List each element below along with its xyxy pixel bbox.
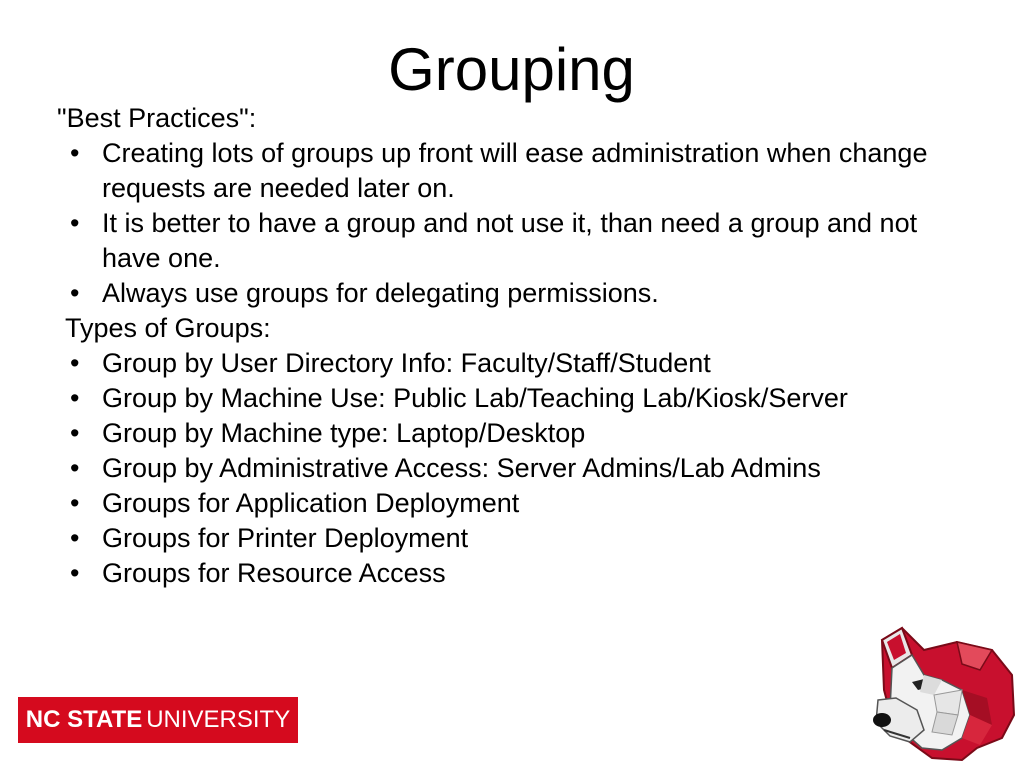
best-practices-list: [57, 136, 977, 311]
list-item: • Always use groups for delegating permissions.: [57, 276, 977, 311]
logo-text-bold: NC STATE: [25, 706, 143, 733]
logo-text-light: UNIVERSITY: [146, 706, 291, 733]
ncsu-logo: [18, 697, 298, 743]
list-item: • Groups for Printer Deployment: [57, 521, 977, 556]
slide-title: Grouping: [388, 36, 635, 103]
list-item: • Group by Machine type: Laptop/Desktop: [57, 416, 977, 451]
list-item: • Groups for Resource Access: [57, 556, 977, 591]
wolf-mascot-icon: [862, 620, 1022, 765]
list-item: • Groups for Application Deployment: [57, 486, 977, 521]
list-item: • Creating lots of groups up front will ease administration when change requests are needed later on.: [57, 136, 977, 206]
group-types-list: [57, 346, 977, 591]
section-heading-types-of-groups: Types of Groups:: [65, 313, 271, 343]
list-item: • Group by User Directory Info: Faculty/Staff/Student: [57, 346, 977, 381]
slide-body: [57, 101, 977, 591]
list-item: • Group by Administrative Access: Server Admins/Lab Admins: [57, 451, 977, 486]
section-heading-best-practices: "Best Practices":: [57, 103, 257, 133]
list-item: • It is better to have a group and not use it, than need a group and not have one.: [57, 206, 977, 276]
list-item: • Group by Machine Use: Public Lab/Teaching Lab/Kiosk/Server: [57, 381, 977, 416]
